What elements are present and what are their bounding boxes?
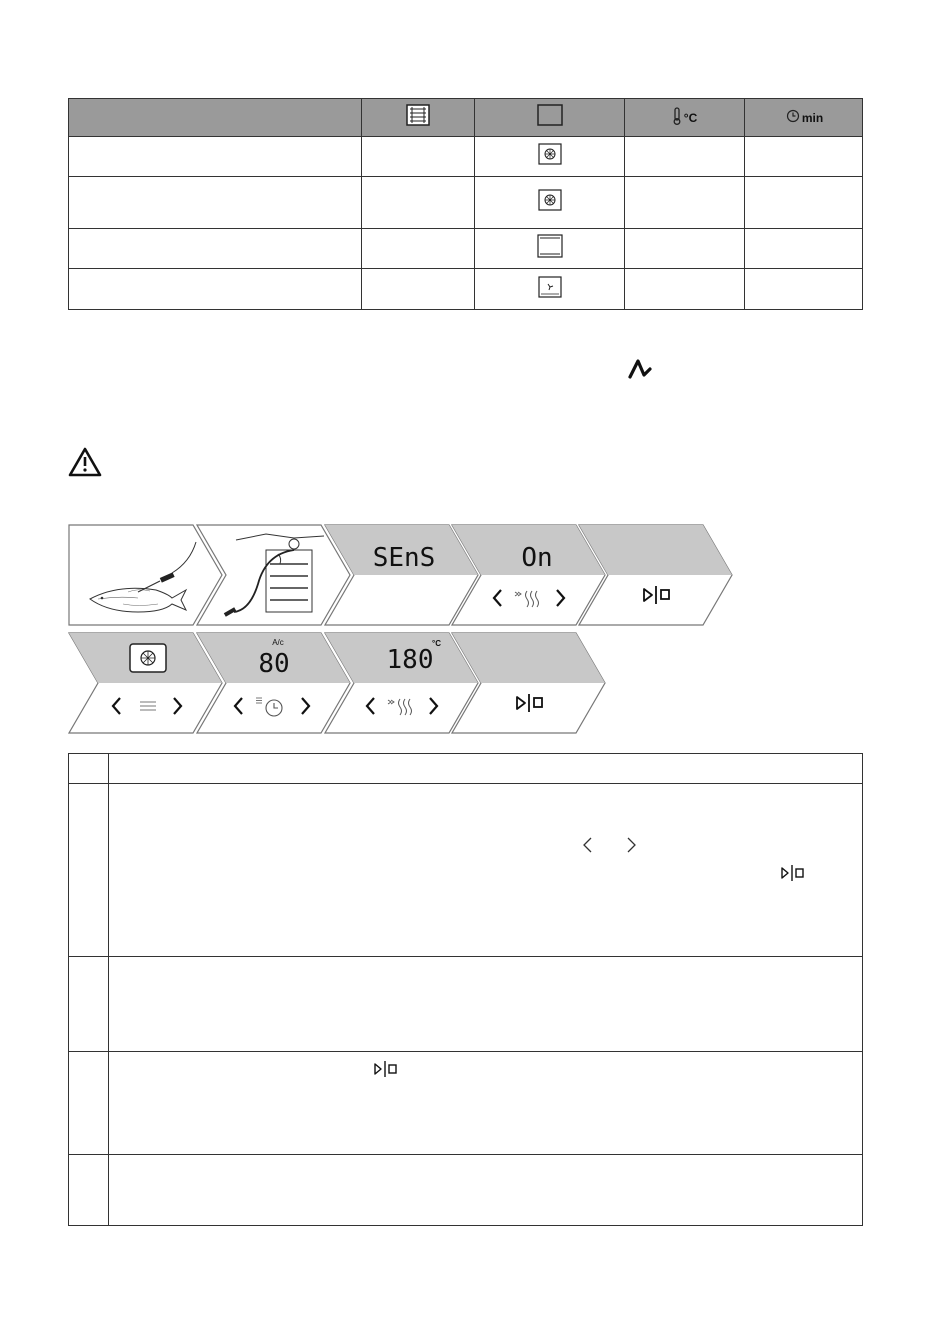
warning-icon: [68, 447, 102, 477]
table-row: [69, 269, 862, 309]
table-cell-food: [69, 137, 361, 176]
table-cell-temperature: [624, 137, 744, 176]
time-unit-label: min: [801, 110, 824, 125]
table-cell-shelf: [361, 229, 474, 268]
table-row: [69, 177, 862, 229]
table-cell-shelf: [361, 177, 474, 228]
step-number: [69, 784, 109, 956]
table-cell-food: [69, 269, 361, 309]
table-cell-temperature: [624, 229, 744, 268]
step-number: [69, 1052, 109, 1154]
header-time-cell: [744, 99, 864, 136]
settings-table: [68, 98, 863, 310]
display-text-oven-temp: 180: [386, 645, 434, 675]
display-text-probe-temp: 80: [258, 649, 290, 679]
fan-icon: [538, 276, 562, 303]
header-shelf-cell: [361, 99, 474, 136]
table-cell-shelf: [361, 269, 474, 309]
table-cell-food: [69, 229, 361, 268]
table-cell-time: [744, 269, 864, 309]
celsius-unit-label: °C: [432, 639, 441, 648]
clock-icon: [786, 109, 800, 126]
table-cell-function: [474, 137, 624, 176]
step-number: [69, 1155, 109, 1225]
table-cell-time: [744, 137, 864, 176]
display-text-sens: SEnS: [372, 543, 436, 573]
instruction-header-row: [69, 754, 862, 784]
step-number: [69, 957, 109, 1051]
fan-heater-icon: [538, 143, 562, 170]
table-row: [69, 229, 862, 269]
table-row: [69, 137, 862, 177]
instruction-table: [68, 753, 863, 1226]
temperature-unit-label: °C: [683, 110, 698, 125]
table-cell-time: [744, 177, 864, 228]
fan-heater-icon: [130, 644, 166, 672]
shelf-rack-icon: [406, 104, 430, 131]
chevron-right-icon: [624, 836, 638, 859]
top-bottom-heat-icon: [537, 234, 563, 263]
start-stop-icon: [372, 1060, 402, 1083]
table-cell-function: [474, 177, 624, 228]
table-cell-food: [69, 177, 361, 228]
probe-unit-label: A/c: [272, 638, 284, 647]
display-text-on: On: [521, 543, 553, 573]
step-tile-start: [451, 632, 607, 734]
table-cell-temperature: [624, 269, 744, 309]
header-temperature-cell: [624, 99, 744, 136]
start-stop-icon: [779, 864, 809, 887]
fan-heater-icon: [538, 189, 562, 216]
step-tile-start: [578, 524, 734, 626]
chevron-left-icon: [581, 836, 595, 859]
table-cell-temperature: [624, 177, 744, 228]
step-number-header: [69, 754, 109, 783]
table-cell-shelf: [361, 137, 474, 176]
peak-icon: [627, 357, 655, 381]
instruction-row: [69, 784, 862, 957]
table-header-row: [69, 99, 862, 137]
header-function-cell: [474, 99, 624, 136]
header-food-cell: [69, 99, 361, 136]
table-cell-function: [474, 229, 624, 268]
instruction-row: [69, 1052, 862, 1155]
function-box-icon: [537, 104, 563, 131]
instruction-row: [69, 957, 862, 1052]
table-cell-function: [474, 269, 624, 309]
instruction-row: [69, 1155, 862, 1225]
table-cell-time: [744, 229, 864, 268]
thermometer-icon: [672, 107, 682, 128]
